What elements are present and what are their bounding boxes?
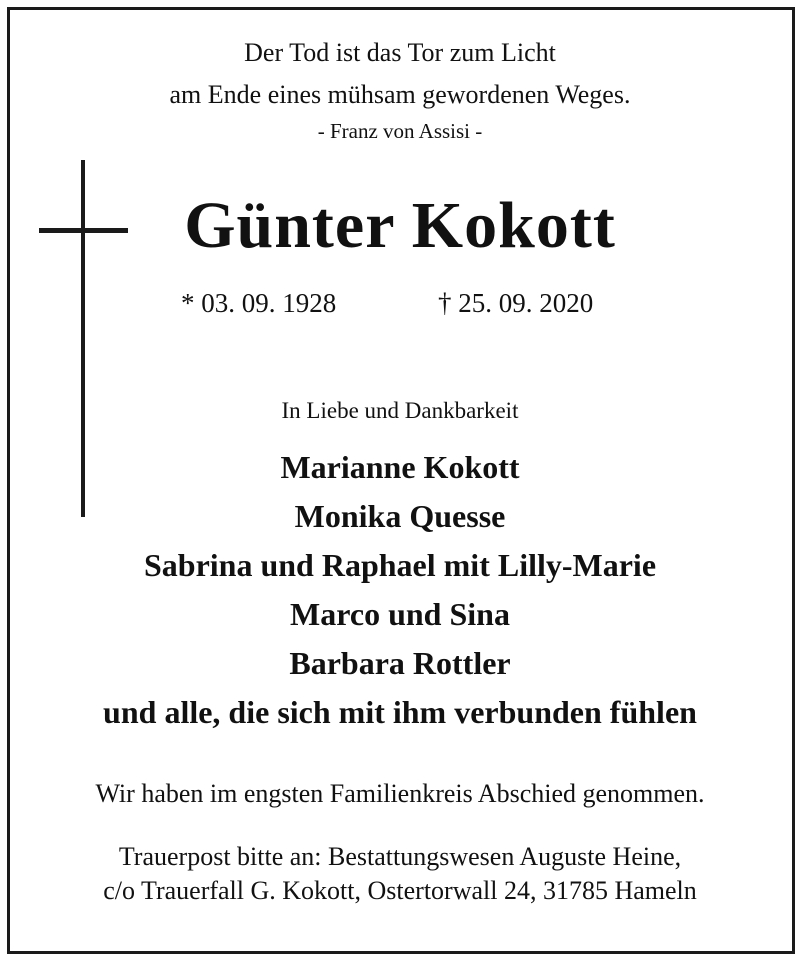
birth-date: * 03. 09. 1928 bbox=[181, 288, 337, 318]
mourner-name: Marianne Kokott bbox=[280, 449, 520, 485]
quote-line-2: am Ende eines mühsam gewordenen Weges. bbox=[169, 80, 631, 109]
deceased-name: Günter Kokott bbox=[184, 189, 616, 262]
mourner-name: Monika Quesse bbox=[294, 498, 506, 534]
farewell-notice: Wir haben im engsten Familienkreis Abschied genommen. bbox=[95, 779, 705, 808]
mail-address-line-2: c/o Trauerfall G. Kokott, Ostertorwall 24, 31785 Hameln bbox=[103, 876, 697, 905]
mourner-name: Barbara Rottler bbox=[289, 645, 511, 681]
mourner-closing: und alle, die sich mit ihm verbunden fühlen bbox=[103, 694, 697, 730]
mourner-name: Sabrina und Raphael mit Lilly-Marie bbox=[143, 547, 657, 583]
mourners-intro: In Liebe und Dankbarkeit bbox=[281, 398, 519, 423]
quote-author: - Franz von Assisi - bbox=[317, 119, 483, 143]
death-date: † 25. 09. 2020 bbox=[438, 288, 594, 318]
mail-address-line-1: Trauerpost bitte an: Bestattungswesen Auguste Heine, bbox=[118, 842, 682, 871]
quote-line-1: Der Tod ist das Tor zum Licht bbox=[244, 38, 556, 67]
mourner-name: Marco und Sina bbox=[290, 596, 510, 632]
